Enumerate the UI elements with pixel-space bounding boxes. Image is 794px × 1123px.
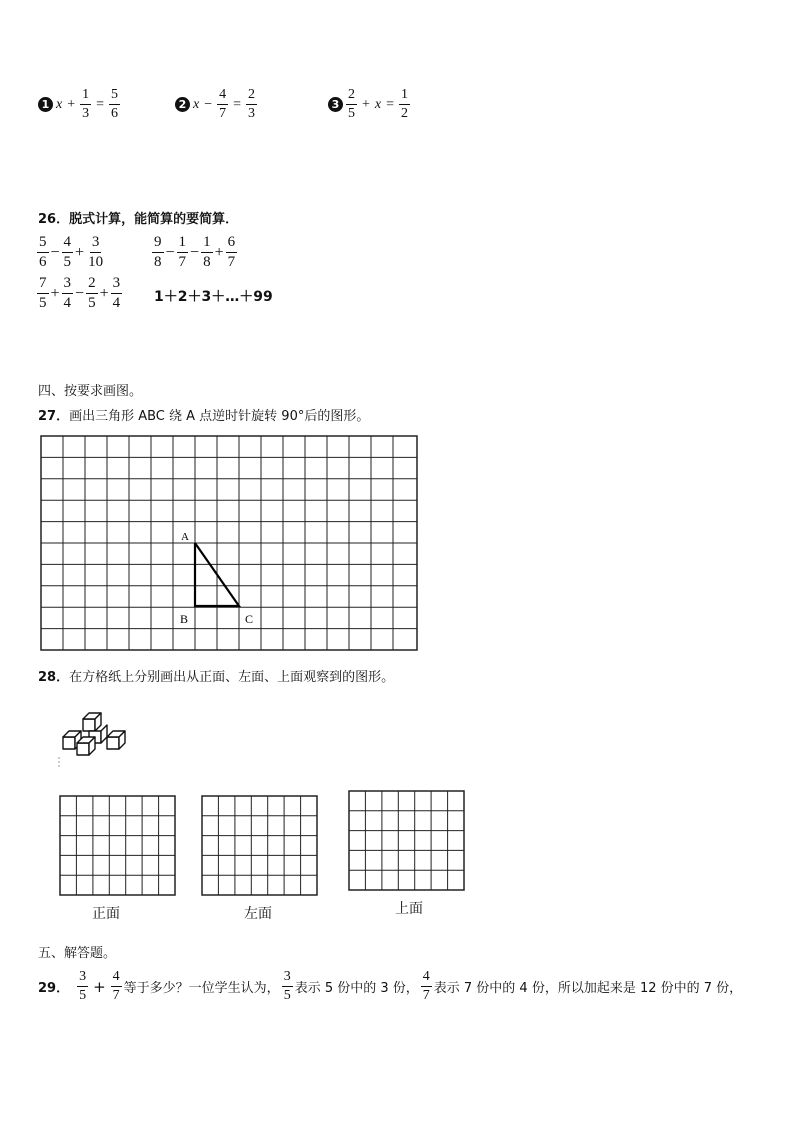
section-5-heading: 五、解答题。 [38, 946, 117, 961]
circled-number-2: 2 [175, 97, 190, 112]
calc-expression-4: 1＋2＋3＋…＋99 [154, 289, 273, 305]
operator: + [362, 96, 370, 112]
fraction: $\frac{3}{5}$ [283, 969, 291, 1003]
question-28-title [38, 666, 394, 685]
question-text: 脱式计算，能简算的要简算． [69, 212, 239, 227]
operator: − [204, 96, 213, 112]
question-number: 26． [38, 212, 70, 227]
question-text: 画出三角形 ABC 绕 A 点逆时针旋转 90°后的图形。 [69, 409, 370, 424]
variable-x: x [374, 96, 382, 112]
question-text-2: 表示 5 份中的 3 份， [294, 981, 419, 996]
calc-expression-3: $\frac{7}{5}$ + $\frac{3}{4}$ − $\frac{2}{5}$ + $\frac{3}{4}$ [39, 275, 121, 311]
question-text-3: 表示 7 份中的 4 份，所以加起来是 12 份中的 7 份， [433, 981, 743, 996]
question-27-title [38, 405, 369, 424]
question-number: 29． [38, 981, 70, 996]
question-number: 27． [38, 409, 70, 424]
grid-lines [41, 436, 417, 650]
front-view-grid [59, 795, 177, 897]
equation-3 [328, 88, 412, 121]
rotation-grid [40, 435, 420, 653]
fraction: $\frac{4}{7}$ [112, 969, 120, 1003]
equals-sign: = [96, 96, 105, 112]
front-view-caption: 正面 [92, 906, 120, 922]
question-26-title [38, 208, 238, 227]
top-view-grid [348, 790, 466, 892]
calc-expression-1: $\frac{5}{6}$ − $\frac{4}{5}$ + $\frac{3}{10}$ [39, 234, 104, 270]
plus-operator: + [93, 977, 106, 996]
question-text: 在方格纸上分别画出从正面、左面、上面观察到的图形。 [69, 670, 395, 685]
fraction: $\frac{4}{7}$ [219, 87, 227, 121]
vertex-label-a: A [181, 531, 189, 543]
equals-sign: = [386, 96, 395, 112]
fraction: $\frac{2}{3}$ [248, 87, 256, 121]
fraction: $\frac{2}{5}$ [348, 87, 355, 121]
fraction: $\frac{4}{7}$ [422, 969, 430, 1003]
fraction: $\frac{1}{3}$ [82, 87, 90, 121]
fraction: $\frac{1}{2}$ [401, 87, 409, 121]
cube-stack-figure [55, 705, 135, 770]
question-text-1: 等于多少？一位学生认为， [123, 981, 280, 996]
left-view-grid [201, 795, 319, 897]
variable-x: x [193, 96, 200, 112]
fraction: $\frac{5}{6}$ [111, 87, 119, 121]
equation-2 [175, 88, 259, 121]
equation-1 [38, 88, 122, 121]
left-view-caption: 左面 [244, 906, 272, 922]
variable-x: x [56, 96, 63, 112]
fraction: $\frac{3}{5}$ [79, 969, 87, 1003]
question-29 [38, 970, 742, 1003]
calc-expression-2: $\frac{9}{8}$ − $\frac{1}{7}$ − $\frac{1}{8}$ + $\frac{6}{7}$ [154, 234, 236, 270]
circled-number-1: 1 [38, 97, 53, 112]
top-view-caption: 上面 [395, 901, 423, 917]
question-number: 28． [38, 670, 70, 685]
operator: + [67, 96, 76, 112]
circled-number-3: 3 [328, 97, 343, 112]
vertex-label-c: C [245, 612, 254, 626]
equals-sign: = [233, 96, 242, 112]
vertex-label-b: B [180, 612, 189, 626]
section-4-heading: 四、按要求画图。 [38, 384, 143, 399]
